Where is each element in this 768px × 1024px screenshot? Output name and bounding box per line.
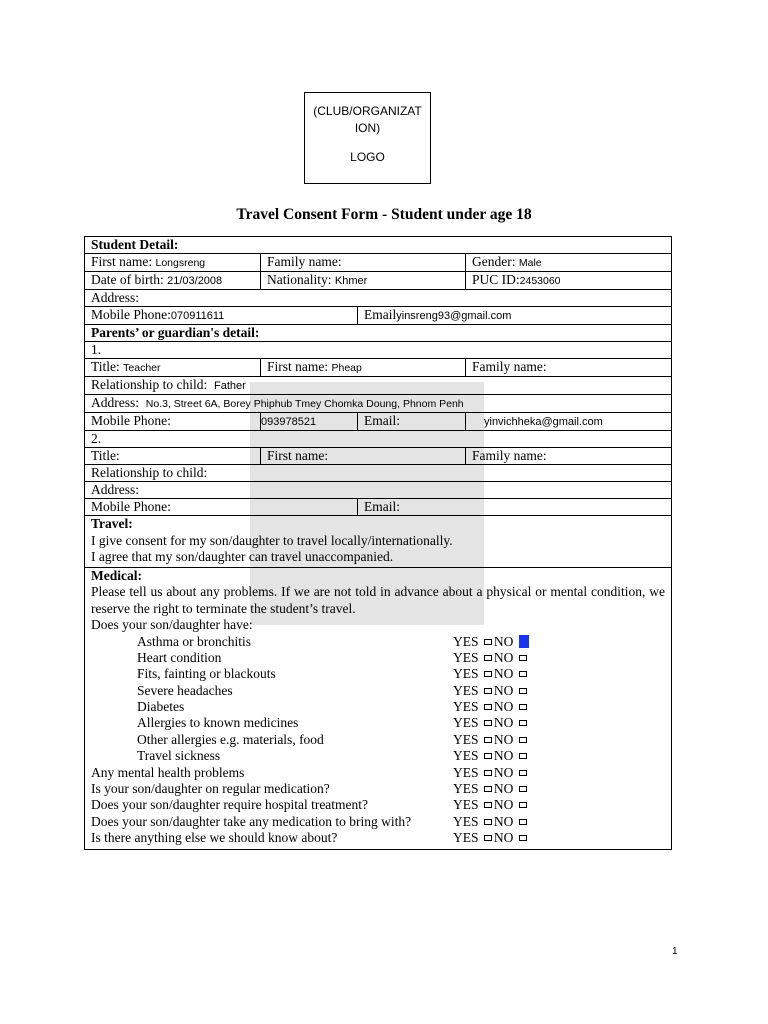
no-checkbox[interactable] <box>519 786 527 792</box>
yes-no-options <box>453 683 529 699</box>
conditions-row <box>91 732 665 748</box>
student-mobile-value: 070911611 <box>170 310 225 322</box>
no-checkbox[interactable] <box>519 671 527 677</box>
consent-form <box>84 236 671 850</box>
yes-checkbox[interactable] <box>484 835 492 841</box>
page-number: 1 <box>672 946 678 957</box>
yes-label: YES <box>453 813 479 829</box>
yes-checkbox[interactable] <box>484 786 492 792</box>
medical-intro: Please tell us about any problems. If we are not told in advance about a physical or mental condition, we reserve the right to terminate the student’s travel. <box>91 584 665 616</box>
questions-row <box>91 797 665 813</box>
no-label: NO <box>493 813 514 829</box>
student-gender-field[interactable]: Gender: Male <box>466 254 672 272</box>
yes-label: YES <box>453 781 479 797</box>
questions-list <box>91 765 665 847</box>
yes-checkbox[interactable] <box>484 688 492 694</box>
no-checkbox[interactable] <box>519 704 527 710</box>
questions-row <box>91 830 665 846</box>
no-checkbox[interactable] <box>519 835 527 841</box>
yes-checkbox[interactable] <box>484 770 492 776</box>
no-checkbox[interactable] <box>519 819 527 825</box>
yes-checkbox[interactable] <box>484 753 492 759</box>
parent2-index: 2. <box>85 431 672 448</box>
student-nationality-field[interactable]: Nationality: Khmer <box>261 272 466 290</box>
student-address-field[interactable]: Address: <box>85 290 672 307</box>
medical-section <box>85 567 672 849</box>
yes-no-options <box>453 699 529 715</box>
yes-label: YES <box>453 715 479 731</box>
conditions-label: Allergies to known medicines <box>137 715 299 731</box>
yes-label: YES <box>453 748 479 764</box>
parent1-index: 1. <box>85 342 672 359</box>
no-label: NO <box>493 781 514 797</box>
logo-placeholder <box>304 92 431 184</box>
no-checkbox[interactable] <box>519 688 527 694</box>
yes-label: YES <box>453 682 479 698</box>
no-label: NO <box>493 764 514 780</box>
parent1-email-cell[interactable] <box>466 413 672 431</box>
no-label: NO <box>493 731 514 747</box>
no-checkbox[interactable] <box>519 770 527 776</box>
parent2-title-field[interactable]: Title: <box>85 448 261 465</box>
student-gender-value: Male <box>518 257 542 269</box>
no-label: NO <box>493 682 514 698</box>
conditions-row <box>91 634 665 650</box>
parent2-relationship-field[interactable]: Relationship to child: <box>85 465 672 482</box>
conditions-label: Diabetes <box>137 699 185 715</box>
parent1-email-value: yinvichheka@gmail.com <box>484 416 603 428</box>
yes-label: YES <box>453 699 479 715</box>
yes-no-options <box>453 781 529 797</box>
yes-no-options <box>453 814 529 830</box>
no-label: NO <box>493 666 514 682</box>
yes-label: YES <box>453 633 479 649</box>
parent1-email-field[interactable]: Email: <box>358 413 466 431</box>
no-checkbox[interactable] <box>519 655 527 661</box>
conditions-row <box>91 699 665 715</box>
student-email-value: yinsreng93@gmail.com <box>396 310 512 322</box>
parent2-first-name-field[interactable]: First name: <box>261 448 466 465</box>
conditions-label: Heart condition <box>137 649 222 665</box>
yes-checkbox[interactable] <box>484 655 492 661</box>
conditions-label: Severe headaches <box>137 682 233 698</box>
parent2-mobile-field[interactable]: Mobile Phone: <box>85 499 358 516</box>
conditions-row <box>91 748 665 764</box>
conditions-label: Other allergies e.g. materials, food <box>137 731 324 747</box>
no-checkbox[interactable] <box>519 737 527 743</box>
questions-label: Any mental health problems <box>91 764 245 780</box>
conditions-list <box>91 634 665 765</box>
form-table <box>84 236 672 850</box>
yes-checkbox[interactable] <box>484 720 492 726</box>
questions-label: Does your son/daughter take any medication to bring with? <box>91 813 412 829</box>
student-section-header: Student Detail: <box>85 237 672 254</box>
yes-checkbox[interactable] <box>484 671 492 677</box>
questions-row <box>91 765 665 781</box>
form-title: Travel Consent Form - Student under age 18 <box>236 206 532 223</box>
yes-no-options <box>453 634 531 650</box>
parent1-family-name-field[interactable]: Family name: <box>466 359 672 377</box>
yes-label: YES <box>453 666 479 682</box>
yes-label: YES <box>453 764 479 780</box>
parent1-first-name-field[interactable]: First name: Pheap <box>261 359 466 377</box>
student-family-name-field[interactable]: Family name: <box>261 254 466 272</box>
student-nationality-value: Khmer <box>334 275 368 287</box>
travel-section <box>85 516 672 568</box>
parent2-family-name-field[interactable]: Family name: <box>466 448 672 465</box>
yes-checkbox[interactable] <box>484 802 492 808</box>
parent1-title-field[interactable]: Title: Teacher <box>85 359 261 377</box>
yes-checkbox[interactable] <box>484 737 492 743</box>
conditions-label: Travel sickness <box>137 748 221 764</box>
questions-row <box>91 814 665 830</box>
parent2-email-field[interactable]: Email: <box>358 499 672 516</box>
no-checkbox[interactable] <box>519 802 527 808</box>
logo-text-line3: LOGO <box>350 150 385 164</box>
student-first-name-value: Longsreng <box>155 257 206 269</box>
student-puc-id-value: 2453060 <box>519 275 561 287</box>
yes-label: YES <box>453 731 479 747</box>
medical-section-header: Medical: <box>91 567 142 583</box>
yes-no-options <box>453 666 529 682</box>
parent1-address-value: No.3, Street 6A, Borey Phiphub Tmey Chomka Doung, Phnom Penh <box>145 398 464 410</box>
parent1-mobile-field[interactable]: Mobile Phone: <box>85 413 261 431</box>
yes-checkbox[interactable] <box>484 704 492 710</box>
student-puc-id-field[interactable]: PUC ID:2453060 <box>466 272 672 290</box>
conditions-row <box>91 666 665 682</box>
no-label: NO <box>493 715 514 731</box>
parent1-mobile-value: 093978521 <box>261 416 317 428</box>
parent1-first-name-value: Pheap <box>331 362 362 374</box>
yes-no-options <box>453 765 529 781</box>
student-email-field[interactable]: Emailyinsreng93@gmail.com <box>358 307 672 325</box>
conditions-row <box>91 715 665 731</box>
yes-no-options <box>453 797 529 813</box>
parent2-address-field[interactable]: Address: <box>85 482 672 499</box>
travel-consent-line: I give consent for my son/daughter to travel locally/internationally. <box>91 532 453 548</box>
student-dob-value: 21/03/2008 <box>167 275 223 287</box>
no-label: NO <box>493 699 514 715</box>
no-label: NO <box>493 797 514 813</box>
yes-checkbox[interactable] <box>484 819 492 825</box>
conditions-row <box>91 683 665 699</box>
conditions-label: Asthma or bronchitis <box>137 633 251 649</box>
parent1-mobile-cell[interactable] <box>261 413 358 431</box>
conditions-row <box>91 650 665 666</box>
conditions-label: Fits, fainting or blackouts <box>137 666 276 682</box>
travel-section-header: Travel: <box>91 516 133 531</box>
medical-question: Does your son/daughter have: <box>91 617 253 632</box>
yes-label: YES <box>453 797 479 813</box>
logo-text-line2: ION) <box>354 121 381 135</box>
parents-section-header: Parents’ or guardian's detail: <box>85 325 672 342</box>
no-label: NO <box>493 830 514 846</box>
parent1-relationship-field[interactable]: Relationship to child: Father <box>85 377 672 395</box>
yes-label: YES <box>453 830 479 846</box>
student-dob-field[interactable]: Date of birth: 21/03/2008 <box>85 272 261 290</box>
parent1-address-field[interactable]: Address: No.3, Street 6A, Borey Phiphub Tmey Chomka Doung, Phnom Penh <box>85 395 672 413</box>
no-checkbox[interactable] <box>519 753 527 759</box>
questions-row <box>91 781 665 797</box>
questions-label: Is there anything else we should know about? <box>91 830 338 846</box>
student-mobile-field[interactable]: Mobile Phone:070911611 <box>85 307 358 325</box>
no-label: NO <box>493 748 514 764</box>
yes-checkbox[interactable] <box>484 639 492 645</box>
travel-unaccompanied-line: I agree that my son/daughter can travel unaccompanied. <box>91 549 394 564</box>
yes-no-options <box>453 748 529 764</box>
yes-no-options <box>453 732 529 748</box>
logo-text-line1: (CLUB/ORGANIZAT <box>313 104 422 118</box>
yes-no-options <box>453 715 529 731</box>
questions-label: Does your son/daughter require hospital treatment? <box>91 797 369 813</box>
questions-label: Is your son/daughter on regular medication? <box>91 781 330 797</box>
parent1-relationship-value: Father <box>214 380 246 392</box>
yes-no-options <box>453 650 529 666</box>
no-label: NO <box>493 649 514 665</box>
yes-no-options <box>453 830 529 846</box>
no-checkbox[interactable] <box>519 720 527 726</box>
yes-label: YES <box>453 649 479 665</box>
student-first-name-field[interactable]: First name: Longsreng <box>85 254 261 272</box>
no-label: NO <box>493 633 514 649</box>
no-checkbox[interactable] <box>519 635 529 648</box>
parent1-title-value: Teacher <box>123 362 161 374</box>
